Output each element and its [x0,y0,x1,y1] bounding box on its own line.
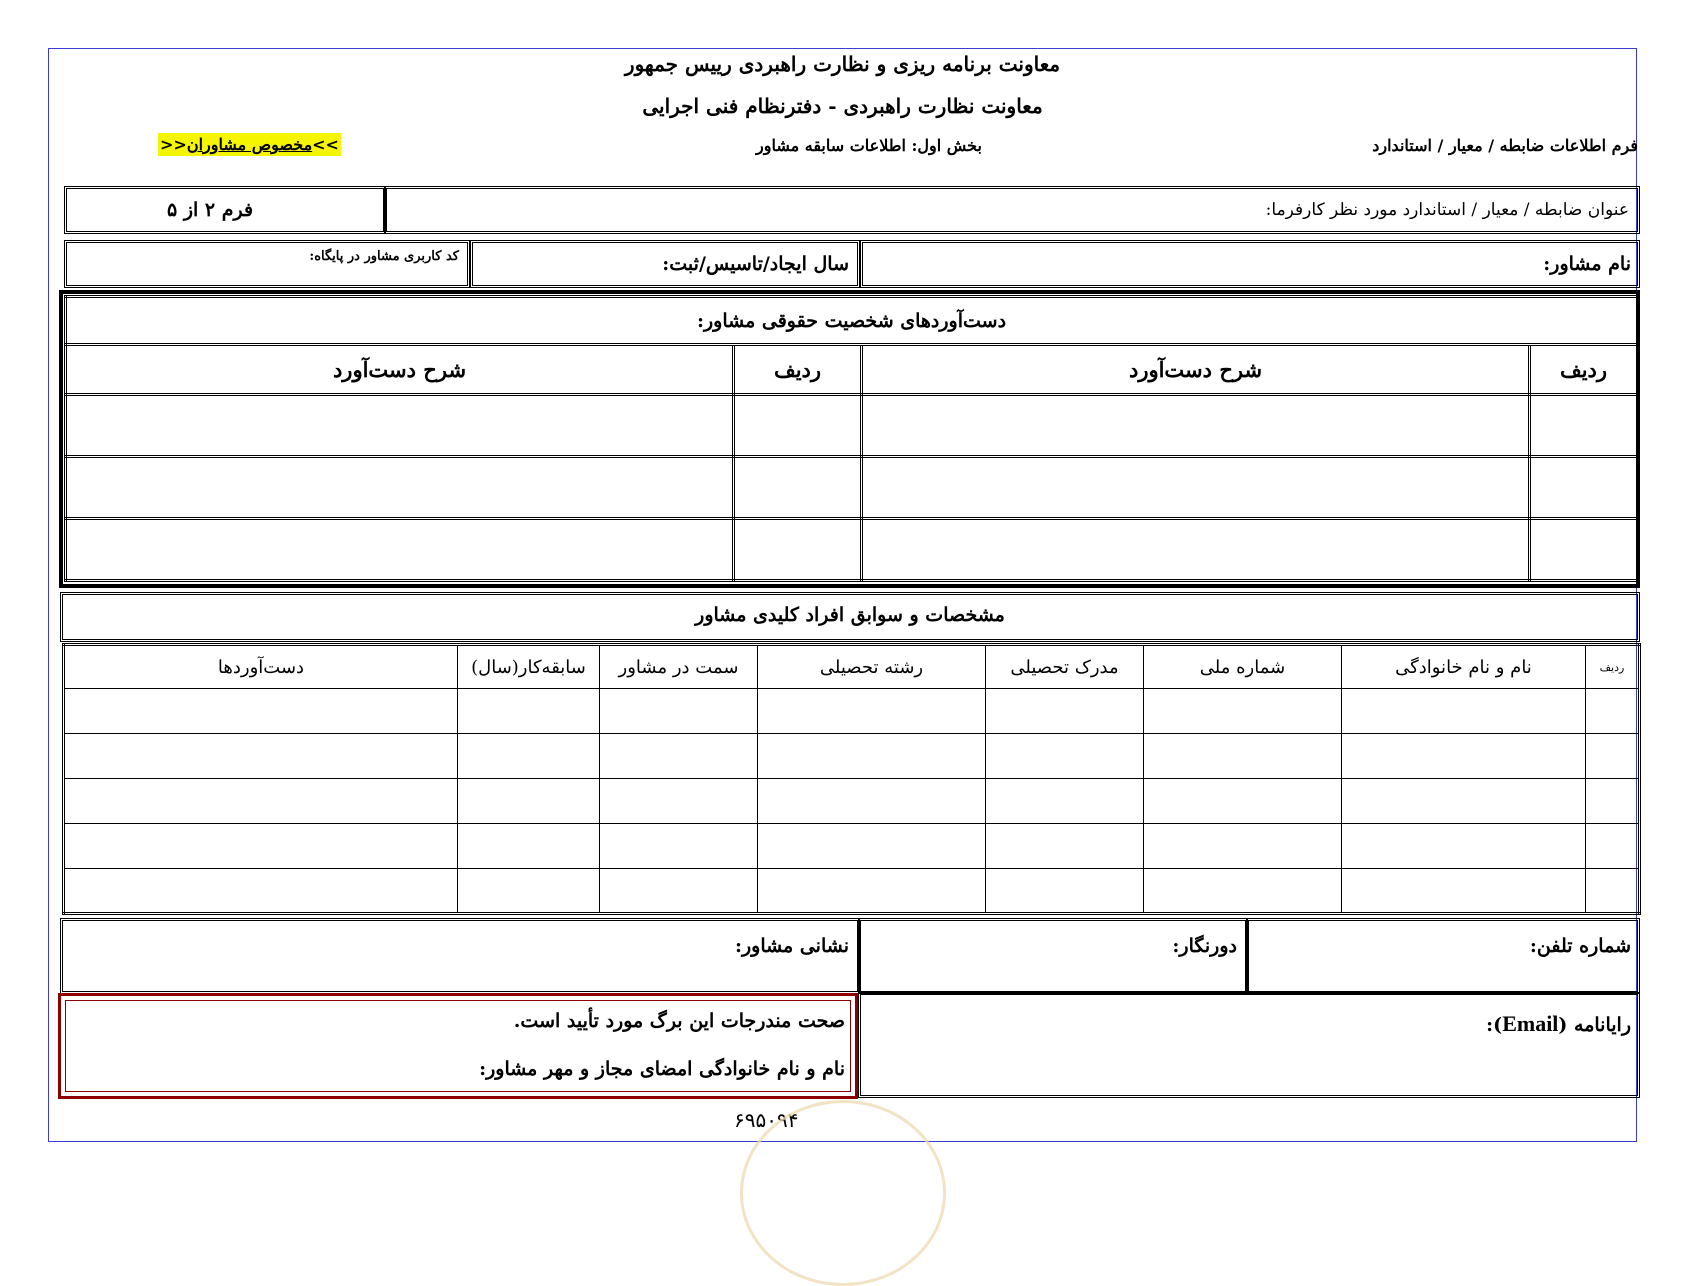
watermark-stamp-icon [740,1100,946,1286]
consultant-name-label: نام مشاور: [1543,253,1631,275]
form-number-cell [64,186,386,234]
achievement-cell[interactable] [734,395,862,457]
col-national-id: شماره ملی [1144,645,1342,689]
achievements-col-desc-2: شرح دست‌آورد [66,345,734,395]
achievement-cell[interactable] [1530,457,1638,519]
table-row [64,824,1640,869]
year-label: سال ایجاد/تاسیس/ثبت: [662,253,849,275]
table-row [64,869,1640,914]
key-persons-title-cell [60,592,1640,642]
table-row [64,689,1640,734]
achievement-cell[interactable] [1530,519,1638,581]
table-row [64,779,1640,824]
email-label: رایانامه (Email): [1486,1011,1631,1036]
achievement-cell[interactable] [1530,395,1638,457]
col-row: ردیف [1586,645,1640,689]
col-degree: مدرک تحصیلی [986,645,1144,689]
consultant-name-cell[interactable] [860,240,1640,288]
dept-title: معاونت نظارت راهبردی - دفترنظام فنی اجرایی [642,94,1043,118]
table-row [66,395,1638,457]
phone-cell[interactable] [1246,918,1640,994]
form-title: فرم اطلاعات ضابطه / معیار / استاندارد [1372,136,1638,155]
table-row [66,519,1638,581]
consultants-badge: >>مخصوص مشاوران<< [160,135,339,154]
col-position: سمت در مشاور [600,645,758,689]
achievement-cell[interactable] [862,395,1530,457]
footer-code: ۶۹۵۰۹۴ [734,1108,799,1132]
key-persons-title: مشخصات و سوابق افراد کلیدی مشاور [695,604,1005,626]
fax-cell[interactable] [858,918,1248,994]
key-persons-header [64,645,1640,689]
signature-label: نام و نام خانوادگی امضای مجاز و مهر مشاور: [479,1058,845,1080]
achievement-cell[interactable] [862,519,1530,581]
standard-title-cell[interactable] [384,186,1640,234]
standard-title-label: عنوان ضابطه / معیار / استاندارد مورد نظر کارفرما: [1265,200,1629,220]
col-fullname: نام و نام خانوادگی [1342,645,1586,689]
badge-text: مخصوص مشاوران [186,135,313,154]
confirmation-text: صحت مندرجات این برگ مورد تأیید است. [513,1010,845,1032]
table-row [64,734,1640,779]
confirmation-box [58,993,858,1099]
achievements-col-row-2: ردیف [734,345,862,395]
table-row [66,457,1638,519]
section-title: بخش اول: اطلاعات سابقه مشاور [756,136,982,155]
form-number: فرم ۲ از ۵ [167,199,254,221]
user-code-cell[interactable] [64,240,470,288]
org-title: معاونت برنامه ریزی و نظارت راهبردی رییس جمهور [624,52,1061,76]
user-code-label: کد کاربری مشاور در پایگاه: [309,249,459,264]
achievements-table [64,295,1639,582]
achievements-col-desc-1: شرح دست‌آورد [862,345,1530,395]
email-word: Email [1502,1011,1559,1036]
address-label: نشانی مشاور: [734,935,849,957]
col-field: رشته تحصیلی [758,645,986,689]
achievement-cell[interactable] [66,519,734,581]
year-cell[interactable] [470,240,860,288]
achievements-col-row-1: ردیف [1530,345,1638,395]
achievement-cell[interactable] [862,457,1530,519]
col-achievements: دست‌آوردها [64,645,458,689]
phone-label: شماره تلفن: [1529,935,1631,957]
email-cell[interactable] [858,992,1640,1098]
achievement-cell[interactable] [734,457,862,519]
achievement-cell[interactable] [66,457,734,519]
col-experience: سابقه‌کار(سال) [458,645,600,689]
achievement-cell[interactable] [734,519,862,581]
key-persons-table [62,643,1641,915]
fax-label: دورنگار: [1172,935,1237,957]
achievement-cell[interactable] [66,395,734,457]
address-cell[interactable] [60,918,860,994]
achievements-title: دست‌آوردهای شخصیت حقوقی مشاور: [66,297,1638,345]
